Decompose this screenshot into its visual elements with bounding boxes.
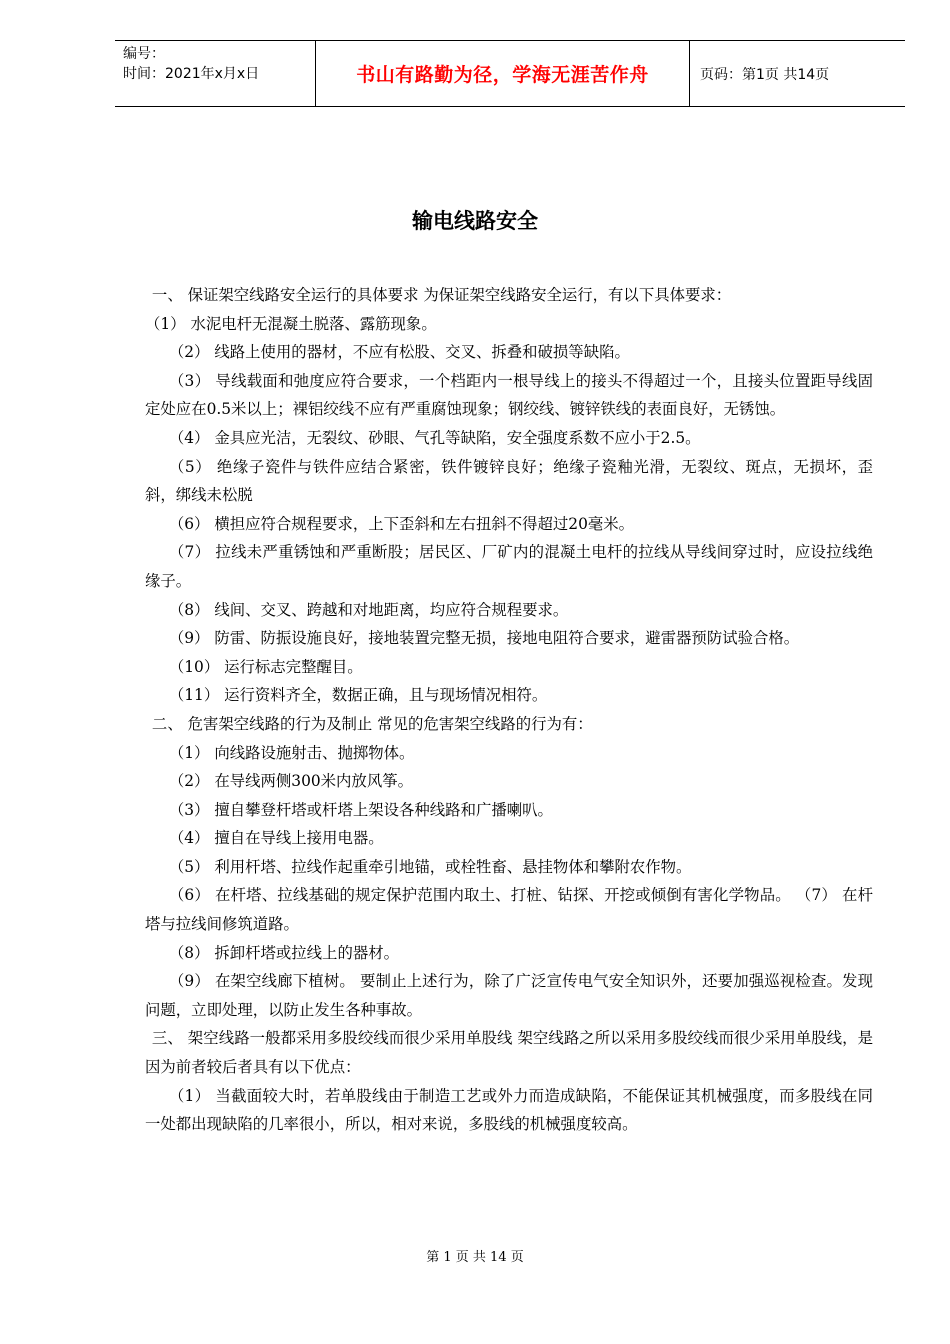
- paragraph: （6） 在杆塔、拉线基础的规定保护范围内取土、打桩、钻探、开挖或倾倒有害化学物品。 （7） 在杆塔与拉线间修筑道路。: [145, 886, 873, 934]
- paragraph: （1） 当截面较大时，若单股线由于制造工艺或外力而造成缺陷，不能保证其机械强度，而多股线在同一处都出现缺陷的几率很小，所以，相对来说，多股线的机械强度较高。: [145, 1086, 873, 1134]
- paragraph: （4） 擅自在导线上接用电器。: [168, 829, 384, 848]
- paragraph: （7） 拉线未严重锈蚀和严重断股；居民区、厂矿内的混凝土电杆的拉线从导线间穿过时，应设拉线绝缘子。: [145, 543, 873, 590]
- document-title: 输电线路安全: [412, 209, 538, 233]
- paragraph: （5） 利用杆塔、拉线作起重牵引地锚，或栓牲畜、悬挂物体和攀附农作物。: [168, 857, 692, 876]
- document-body: [145, 281, 873, 1139]
- paragraph: （5） 绝缘子瓷件与铁件应结合紧密，铁件镀锌良好；绝缘子瓷釉光滑，无裂纹、斑点，无损坏，歪斜，绑线未松脱: [145, 457, 873, 505]
- paragraph: （2） 线路上使用的器材，不应有松股、交叉、拆叠和破损等缺陷。: [168, 343, 630, 362]
- paragraph: （6） 横担应符合规程要求，上下歪斜和左右扭斜不得超过20毫米。: [168, 514, 635, 533]
- paragraph: （8） 拆卸杆塔或拉线上的器材。: [168, 943, 400, 962]
- section-heading-3: 三、 架空线路一般都采用多股绞线而很少采用单股线 架空线路之所以采用多股绞线而很少采用单股线，是因为前者较后者具有以下优点：: [145, 1029, 873, 1077]
- paragraph: （1） 向线路设施射击、抛掷物体。: [168, 743, 415, 762]
- page-header: [115, 40, 905, 107]
- page-footer: 第 1 页 共 14 页: [426, 1250, 524, 1265]
- paragraph: （3） 擅自攀登杆塔或杆塔上架设各种线路和广播喇叭。: [168, 800, 553, 819]
- header-motto: 书山有路勤为径，学海无涯苦作舟: [316, 41, 690, 106]
- paragraph: （11） 运行资料齐全，数据正确，且与现场情况相符。: [168, 686, 548, 705]
- paragraph: （3） 导线载面和弛度应符合要求，一个档距内一根导线上的接头不得超过一个，且接头位置距导线固定处应在0.5米以上；裸铝绞线不应有严重腐蚀现象；钢绞线、镀锌铁线的表面良好，无锈蚀。: [145, 371, 873, 419]
- paragraph: （4） 金具应光洁，无裂纹、砂眼、气孔等缺陷，安全强度系数不应小于2.5。: [168, 428, 701, 447]
- paragraph: （8） 线间、交叉、跨越和对地距离，均应符合规程要求。: [168, 600, 569, 619]
- date-label: 时间：2021年x月x日: [123, 66, 260, 82]
- section-heading-2: 二、 危害架空线路的行为及制止 常见的危害架空线路的行为有：: [151, 714, 593, 733]
- header-page-info: 页码：第1页 共14页: [700, 66, 830, 83]
- paragraph: （9） 在架空线廊下植树。 要制止上述行为，除了广泛宣传电气安全知识外，还要加强巡视检查。发现问题，立即处理，以防止发生各种事故。: [145, 972, 873, 1019]
- paragraph: （2） 在导线两侧300米内放风筝。: [168, 772, 413, 791]
- section-heading-1: 一、 保证架空线路安全运行的具体要求 为保证架空线路安全运行，有以下具体要求：: [151, 286, 732, 304]
- paragraph: （9） 防雷、防振设施良好，接地装置完整无损，接地电阻符合要求，避雷器预防试验合格。: [168, 629, 800, 648]
- paragraph: （10） 运行标志完整醒目。: [168, 657, 363, 676]
- serial-number-label: 编号：: [123, 46, 165, 62]
- header-meta-cell: [115, 41, 316, 106]
- paragraph: （1） 水泥电杆无混凝土脱落、露筋现象。: [145, 314, 437, 333]
